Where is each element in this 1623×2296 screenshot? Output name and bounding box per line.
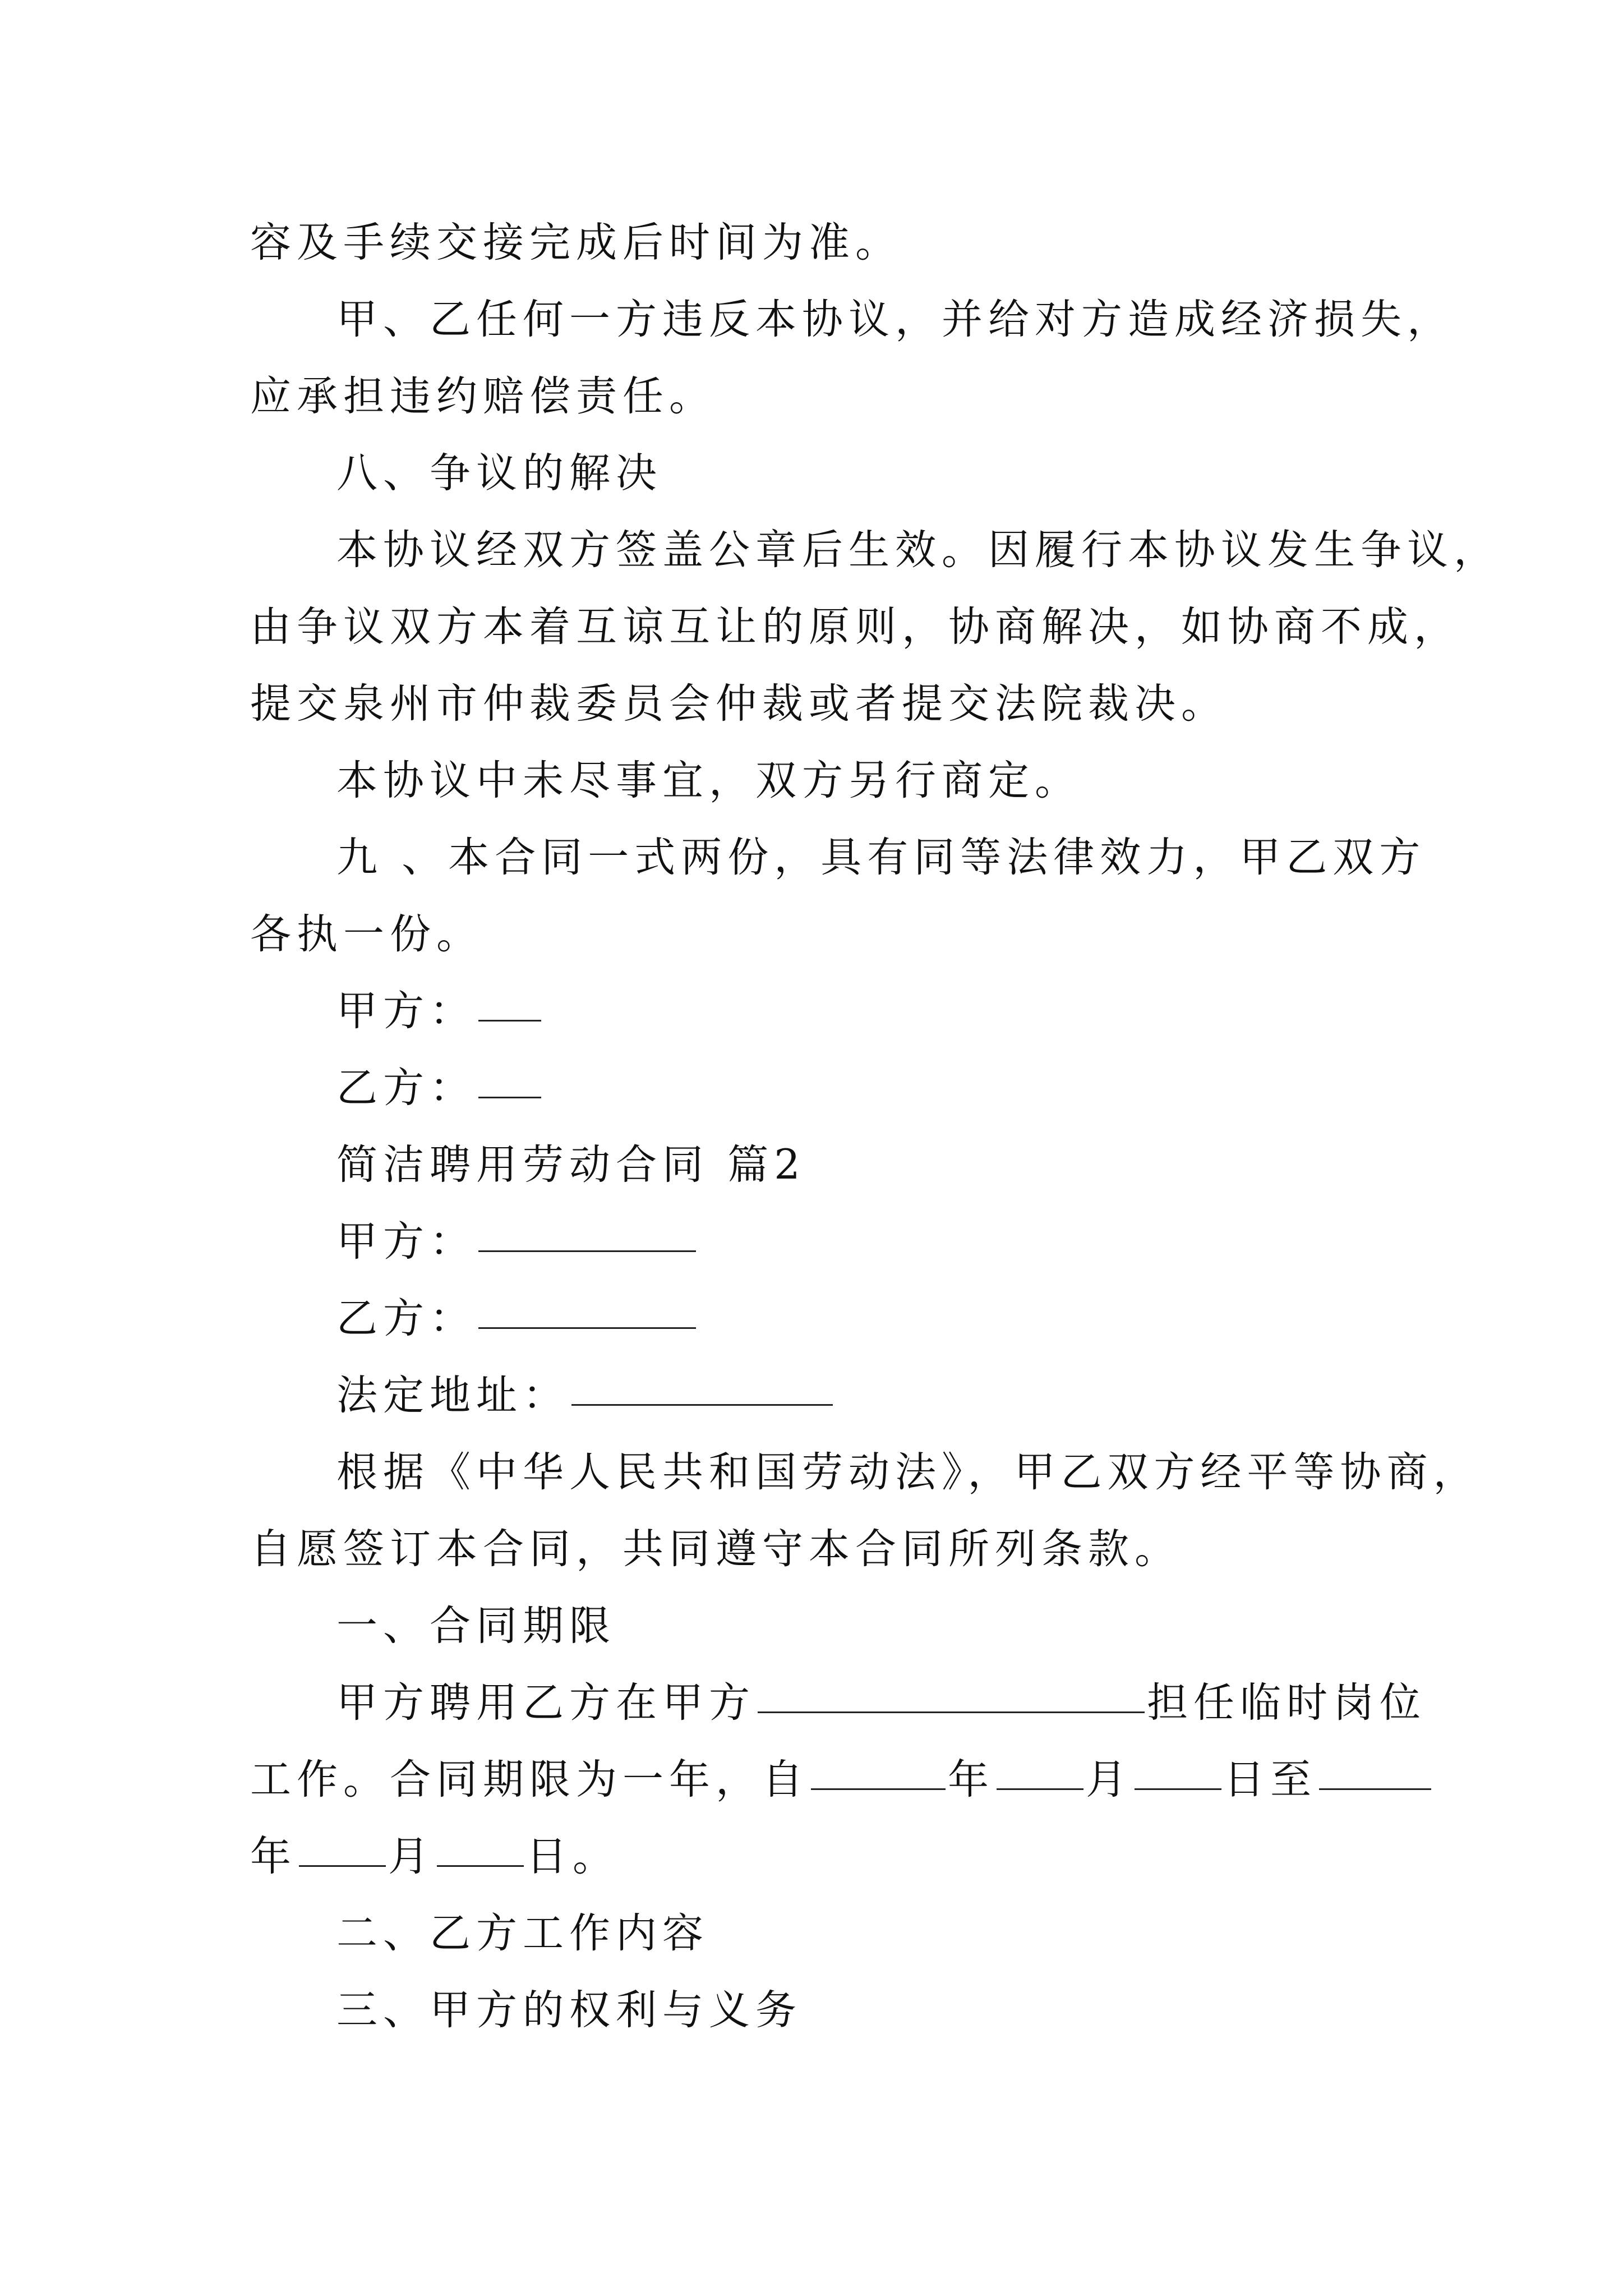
paragraph-line: 本协议经双方签盖公章后生效。因履行本协议发生争议， bbox=[336, 526, 1500, 574]
start-day-blank[interactable] bbox=[1135, 1788, 1221, 1790]
party-b-blank[interactable] bbox=[478, 1097, 541, 1098]
party-b-signature-line bbox=[336, 1064, 543, 1112]
party-a-signature-line bbox=[336, 987, 543, 1035]
day-label: 日。 bbox=[526, 1833, 619, 1880]
term-end-line bbox=[250, 1833, 619, 1880]
contract-party-b-line bbox=[336, 1295, 698, 1342]
end-month-blank[interactable] bbox=[299, 1865, 386, 1867]
party-a-blank[interactable] bbox=[478, 1020, 541, 1022]
party-b-label: 乙方： bbox=[336, 1295, 476, 1342]
clause-text: 担任临时岗位 bbox=[1147, 1679, 1426, 1727]
paragraph-line: 提交泉州市仲裁委员会仲裁或者提交法院裁决。 bbox=[250, 680, 1228, 728]
party-b-blank[interactable] bbox=[478, 1327, 696, 1329]
paragraph-line: 本协议中未尽事宜，双方另行商定。 bbox=[336, 757, 1081, 804]
party-b-label: 乙方： bbox=[336, 1064, 476, 1112]
term-text: 工作。合同期限为一年，自 bbox=[250, 1756, 809, 1803]
section-title: 简洁聘用劳动合同 篇2 bbox=[336, 1141, 806, 1189]
year-label: 年 bbox=[948, 1756, 994, 1803]
paragraph-line: 甲、乙任何一方违反本协议，并给对方造成经济损失， bbox=[336, 296, 1454, 343]
paragraph-line: 应承担违约赔偿责任。 bbox=[250, 372, 716, 420]
paragraph-line: 自愿签订本合同，共同遵守本合同所列条款。 bbox=[250, 1525, 1181, 1573]
legal-address-label: 法定地址： bbox=[336, 1372, 569, 1419]
legal-address-line bbox=[336, 1372, 835, 1419]
clause-heading: 一、合同期限 bbox=[336, 1602, 616, 1650]
end-day-blank[interactable] bbox=[437, 1865, 524, 1867]
party-a-label: 甲方： bbox=[336, 1218, 476, 1266]
section-heading: 八、争议的解决 bbox=[336, 449, 662, 497]
department-blank[interactable] bbox=[758, 1711, 1145, 1713]
month-label: 月 bbox=[388, 1833, 435, 1880]
paragraph-line: 九 、本合同一式两份，具有同等法律效力，甲乙双方 bbox=[336, 834, 1426, 881]
party-a-blank[interactable] bbox=[478, 1250, 696, 1252]
year-label: 年 bbox=[250, 1833, 297, 1880]
clause-heading: 三、甲方的权利与义务 bbox=[336, 1986, 802, 2034]
day-to-label: 日至 bbox=[1224, 1756, 1317, 1803]
party-a-label: 甲方： bbox=[336, 987, 476, 1035]
start-month-blank[interactable] bbox=[997, 1788, 1083, 1790]
contract-party-a-line bbox=[336, 1218, 698, 1266]
paragraph-line: 容及手续交接完成后时间为准。 bbox=[250, 219, 902, 266]
clause-1-line bbox=[336, 1679, 1426, 1727]
legal-address-blank[interactable] bbox=[571, 1404, 833, 1406]
paragraph-line: 根据《中华人民共和国劳动法》，甲乙双方经平等协商， bbox=[336, 1448, 1480, 1496]
clause-text: 甲方聘用乙方在甲方 bbox=[336, 1679, 755, 1727]
term-line bbox=[250, 1756, 1433, 1803]
paragraph-line: 各执一份。 bbox=[250, 910, 483, 958]
clause-heading: 二、乙方工作内容 bbox=[336, 1910, 709, 1957]
paragraph-line: 由争议双方本着互谅互让的原则，协商解决，如协商不成， bbox=[250, 603, 1460, 651]
month-label: 月 bbox=[1086, 1756, 1132, 1803]
end-year-blank[interactable] bbox=[1319, 1788, 1431, 1790]
start-year-blank[interactable] bbox=[811, 1788, 946, 1790]
